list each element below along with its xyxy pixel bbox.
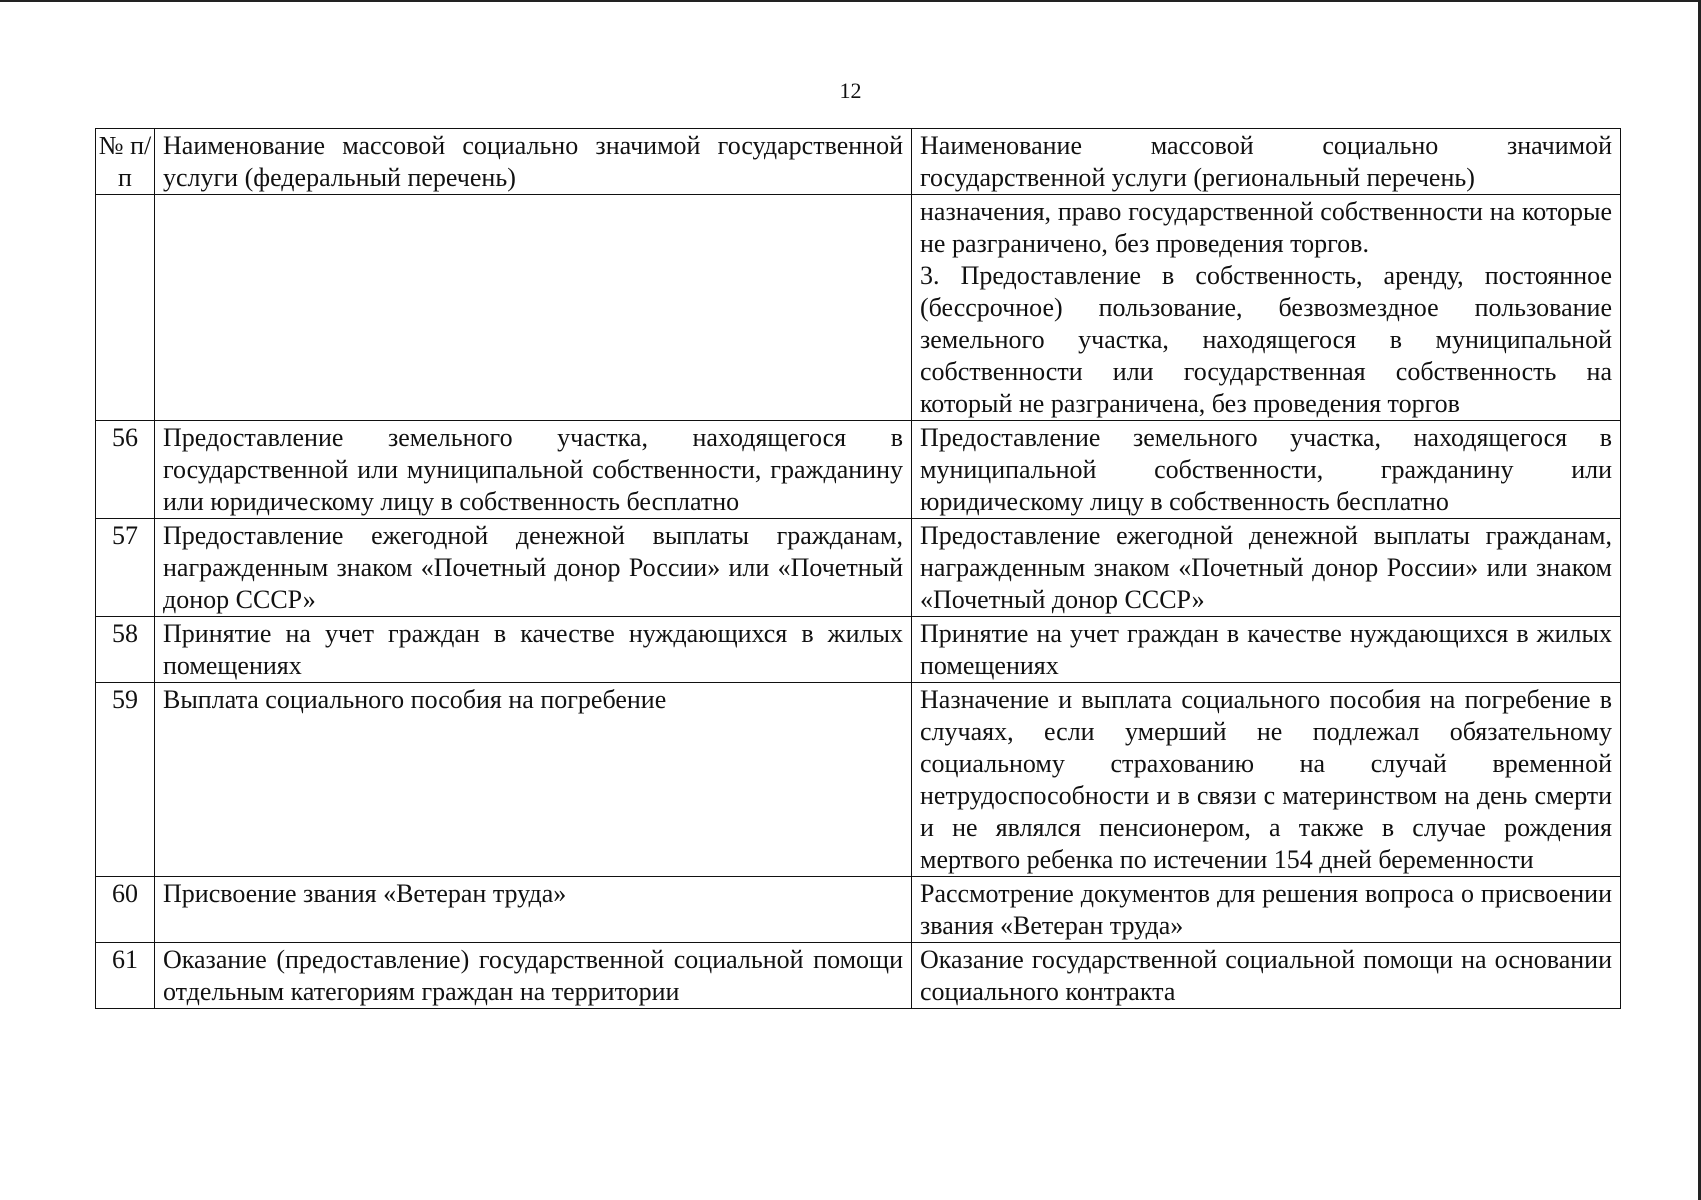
header-federal: Наименование массовой социально значимой государственной услуги (федеральный перечень): [155, 129, 912, 195]
table-row: [96, 519, 1621, 617]
row-num: [96, 195, 155, 421]
row-regional: Предоставление ежегодной денежной выплаты гражданам, награжденным знаком «Почетный донор России» или знаком «Почетный донор СССР»: [912, 519, 1621, 617]
page-number: 12: [839, 78, 862, 103]
page-border-top: [0, 0, 1701, 2]
row-regional: Рассмотрение документов для решения вопроса о присвоении звания «Ветеран труда»: [912, 877, 1621, 943]
table-row: [96, 617, 1621, 683]
row-num: 61: [96, 943, 155, 1009]
row-federal: Предоставление земельного участка, находящегося в государственной или муниципальной собственности, гражданину или юридическому лицу в собственность бесплатно: [155, 421, 912, 519]
row-federal: Предоставление ежегодной денежной выплаты гражданам, награжденным знаком «Почетный донор России» или «Почетный донор СССР»: [155, 519, 912, 617]
row-federal: [155, 195, 912, 421]
row-num: 56: [96, 421, 155, 519]
row-regional: Оказание государственной социальной помощи на основании социального контракта: [912, 943, 1621, 1009]
row-num: 60: [96, 877, 155, 943]
row-regional: Принятие на учет граждан в качестве нуждающихся в жилых помещениях: [912, 617, 1621, 683]
row-num: 59: [96, 683, 155, 877]
table-row: [96, 683, 1621, 877]
table-header-row: [96, 129, 1621, 195]
services-table: [95, 128, 1621, 1009]
row-regional: Назначение и выплата социального пособия на погребение в случаях, если умерший не подлежал обязательному социальному страхованию на случай временной нетрудоспособности и в связи с материнством на день смерти и не являлся пенсионером, а также в случае рождения мертвого ребенка по истечении 154 дней беременности: [912, 683, 1621, 877]
header-regional: Наименование массовой социально значимой государственной услуги (региональный перечень): [912, 129, 1621, 195]
table-row: [96, 877, 1621, 943]
row-federal: Выплата социального пособия на погребение: [155, 683, 912, 877]
table-row: [96, 195, 1621, 421]
row-federal: Присвоение звания «Ветеран труда»: [155, 877, 912, 943]
header-num: № п/п: [96, 129, 155, 195]
row-num: 57: [96, 519, 155, 617]
row-regional: [912, 195, 1621, 421]
row-federal: [155, 943, 912, 1009]
row-federal-text: Оказание (предоставление) государственной социальной помощи отдельным категориям граждан на территории: [163, 945, 903, 1006]
row-federal: Принятие на учет граждан в качестве нуждающихся в жилых помещениях: [155, 617, 912, 683]
table-row: [96, 421, 1621, 519]
row-num: 58: [96, 617, 155, 683]
row-regional-text: назначения, право государственной собственности на которые не разграничено, без проведения торгов. 3. Предоставление в собственность, аренду, постоянное (бессрочное) пользование, безвозмездное пользование земельного участка, находящегося в муниципальной собственности или государственная собственность на который не разграничена, без проведения торгов: [920, 197, 1612, 418]
table-row: [96, 943, 1621, 1009]
row-regional: Предоставление земельного участка, находящегося в муниципальной собственности, гражданину или юридическому лицу в собственность бесплатно: [912, 421, 1621, 519]
